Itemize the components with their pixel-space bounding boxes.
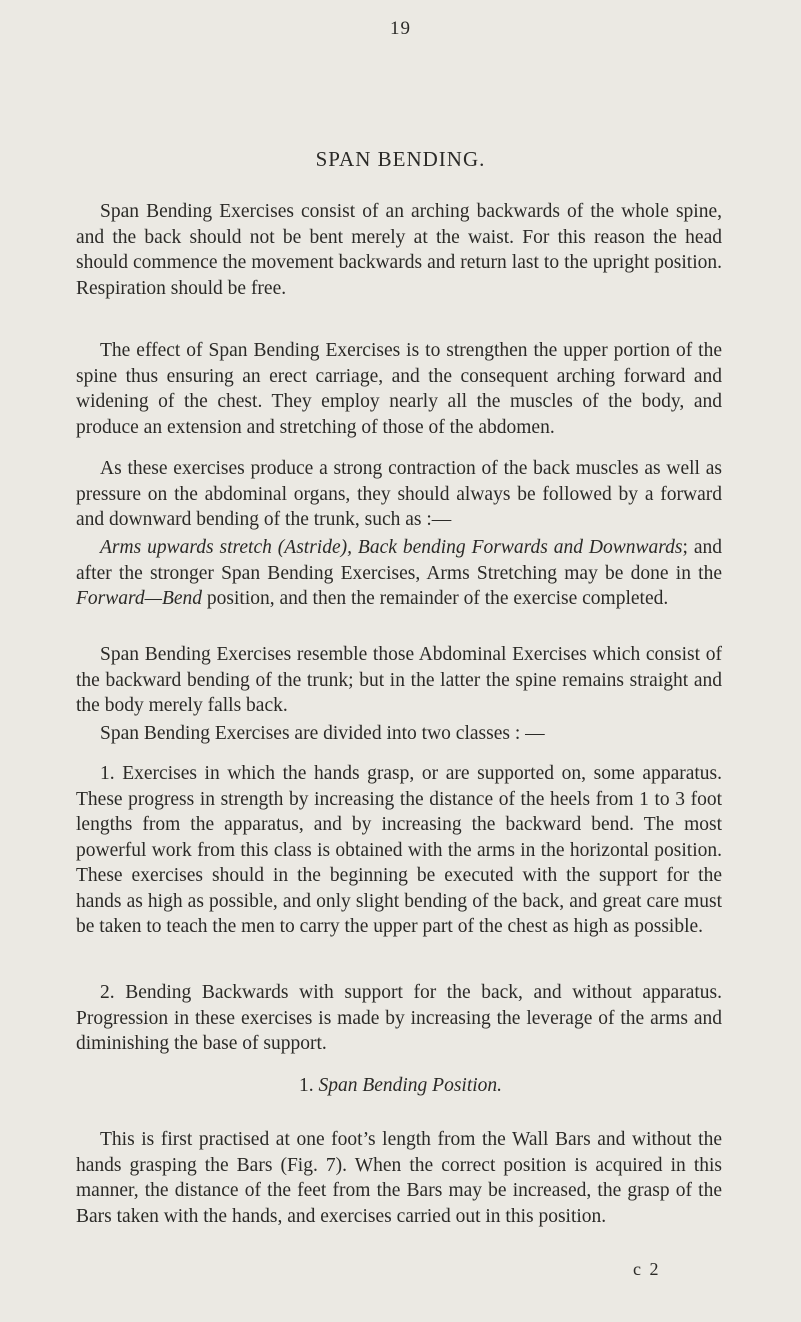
paragraph-contraction: As these exercises produce a strong contraction of the back muscles as well as pressure on the abdominal organs, they should always be followed by a forward and downward bending of the trunk, such as :— — [76, 458, 722, 530]
paragraph-effect: The effect of Span Bending Exercises is to strengthen the upper portion of the spine thus ensuring an erect carriage, and the consequent arching forward and widening of the chest. They employ nearly all the muscles of the body, and produce an extension and stretching of those of the abdomen. — [76, 340, 722, 438]
subheading — [0, 1075, 801, 1097]
section-title: SPAN BENDING. — [315, 147, 486, 171]
example-italic-1: Arms upwards stretch (Astride), Back bending Forwards and Downwards — [100, 537, 683, 558]
paragraph-intro: Span Bending Exercises consist of an arching backwards of the whole spine, and the back should not be bent merely at the waist. For this reason the head should commence the movement backwards and return last to the upright position. Respiration should be free. — [76, 201, 722, 299]
page-number: 19 — [390, 18, 411, 39]
paragraph-classes-intro: Span Bending Exercises are divided into two classes : — — [100, 723, 545, 744]
paragraph-final: This is first practised at one foot’s length from the Wall Bars and without the hands grasping the Bars (Fig. 7). When the correct position is acquired in this manner, the distance of the feet from the Bars may be increased, the grasp of the Bars taken with the hands, and exercises carried out in this position. — [76, 1129, 722, 1227]
example-italic-2: Forward—Bend — [76, 588, 203, 609]
example-text-2: position, and then the remainder of the exercise completed. — [202, 588, 669, 609]
class-item-2: 2. Bending Backwards with support for the back, and without apparatus. Progression in these exercises is made by increasing the leverage of the arms and diminishing the base of support. — [76, 982, 722, 1054]
paragraph-example — [76, 535, 722, 612]
class-item-1: 1. Exercises in which the hands grasp, or are supported on, some apparatus. These progress in strength by increasing the distance of the heels from 1 to 3 foot lengths from the apparatus, and by increasing the backward bend. The most powerful work from this class is obtained with the arms in the horizontal position. These exercises should in the beginning be executed with the support for the hands as high as possible, and only slight bending of the back, and great care must be taken to teach the men to carry the upper part of the chest as high as possible. — [76, 763, 722, 937]
subheading-text: Span Bending Position. — [318, 1075, 503, 1096]
signature-mark: c 2 — [633, 1259, 661, 1279]
subheading-number: 1. — [298, 1075, 314, 1096]
paragraph-resemble: Span Bending Exercises resemble those Abdominal Exercises which consist of the backward bending of the trunk; but in the latter the spine remains straight and the body merely falls back. — [76, 644, 722, 716]
example-text-1: ; and after the stronger Span Bending Exercises, Arms Stretching may be done in the — [76, 537, 722, 584]
